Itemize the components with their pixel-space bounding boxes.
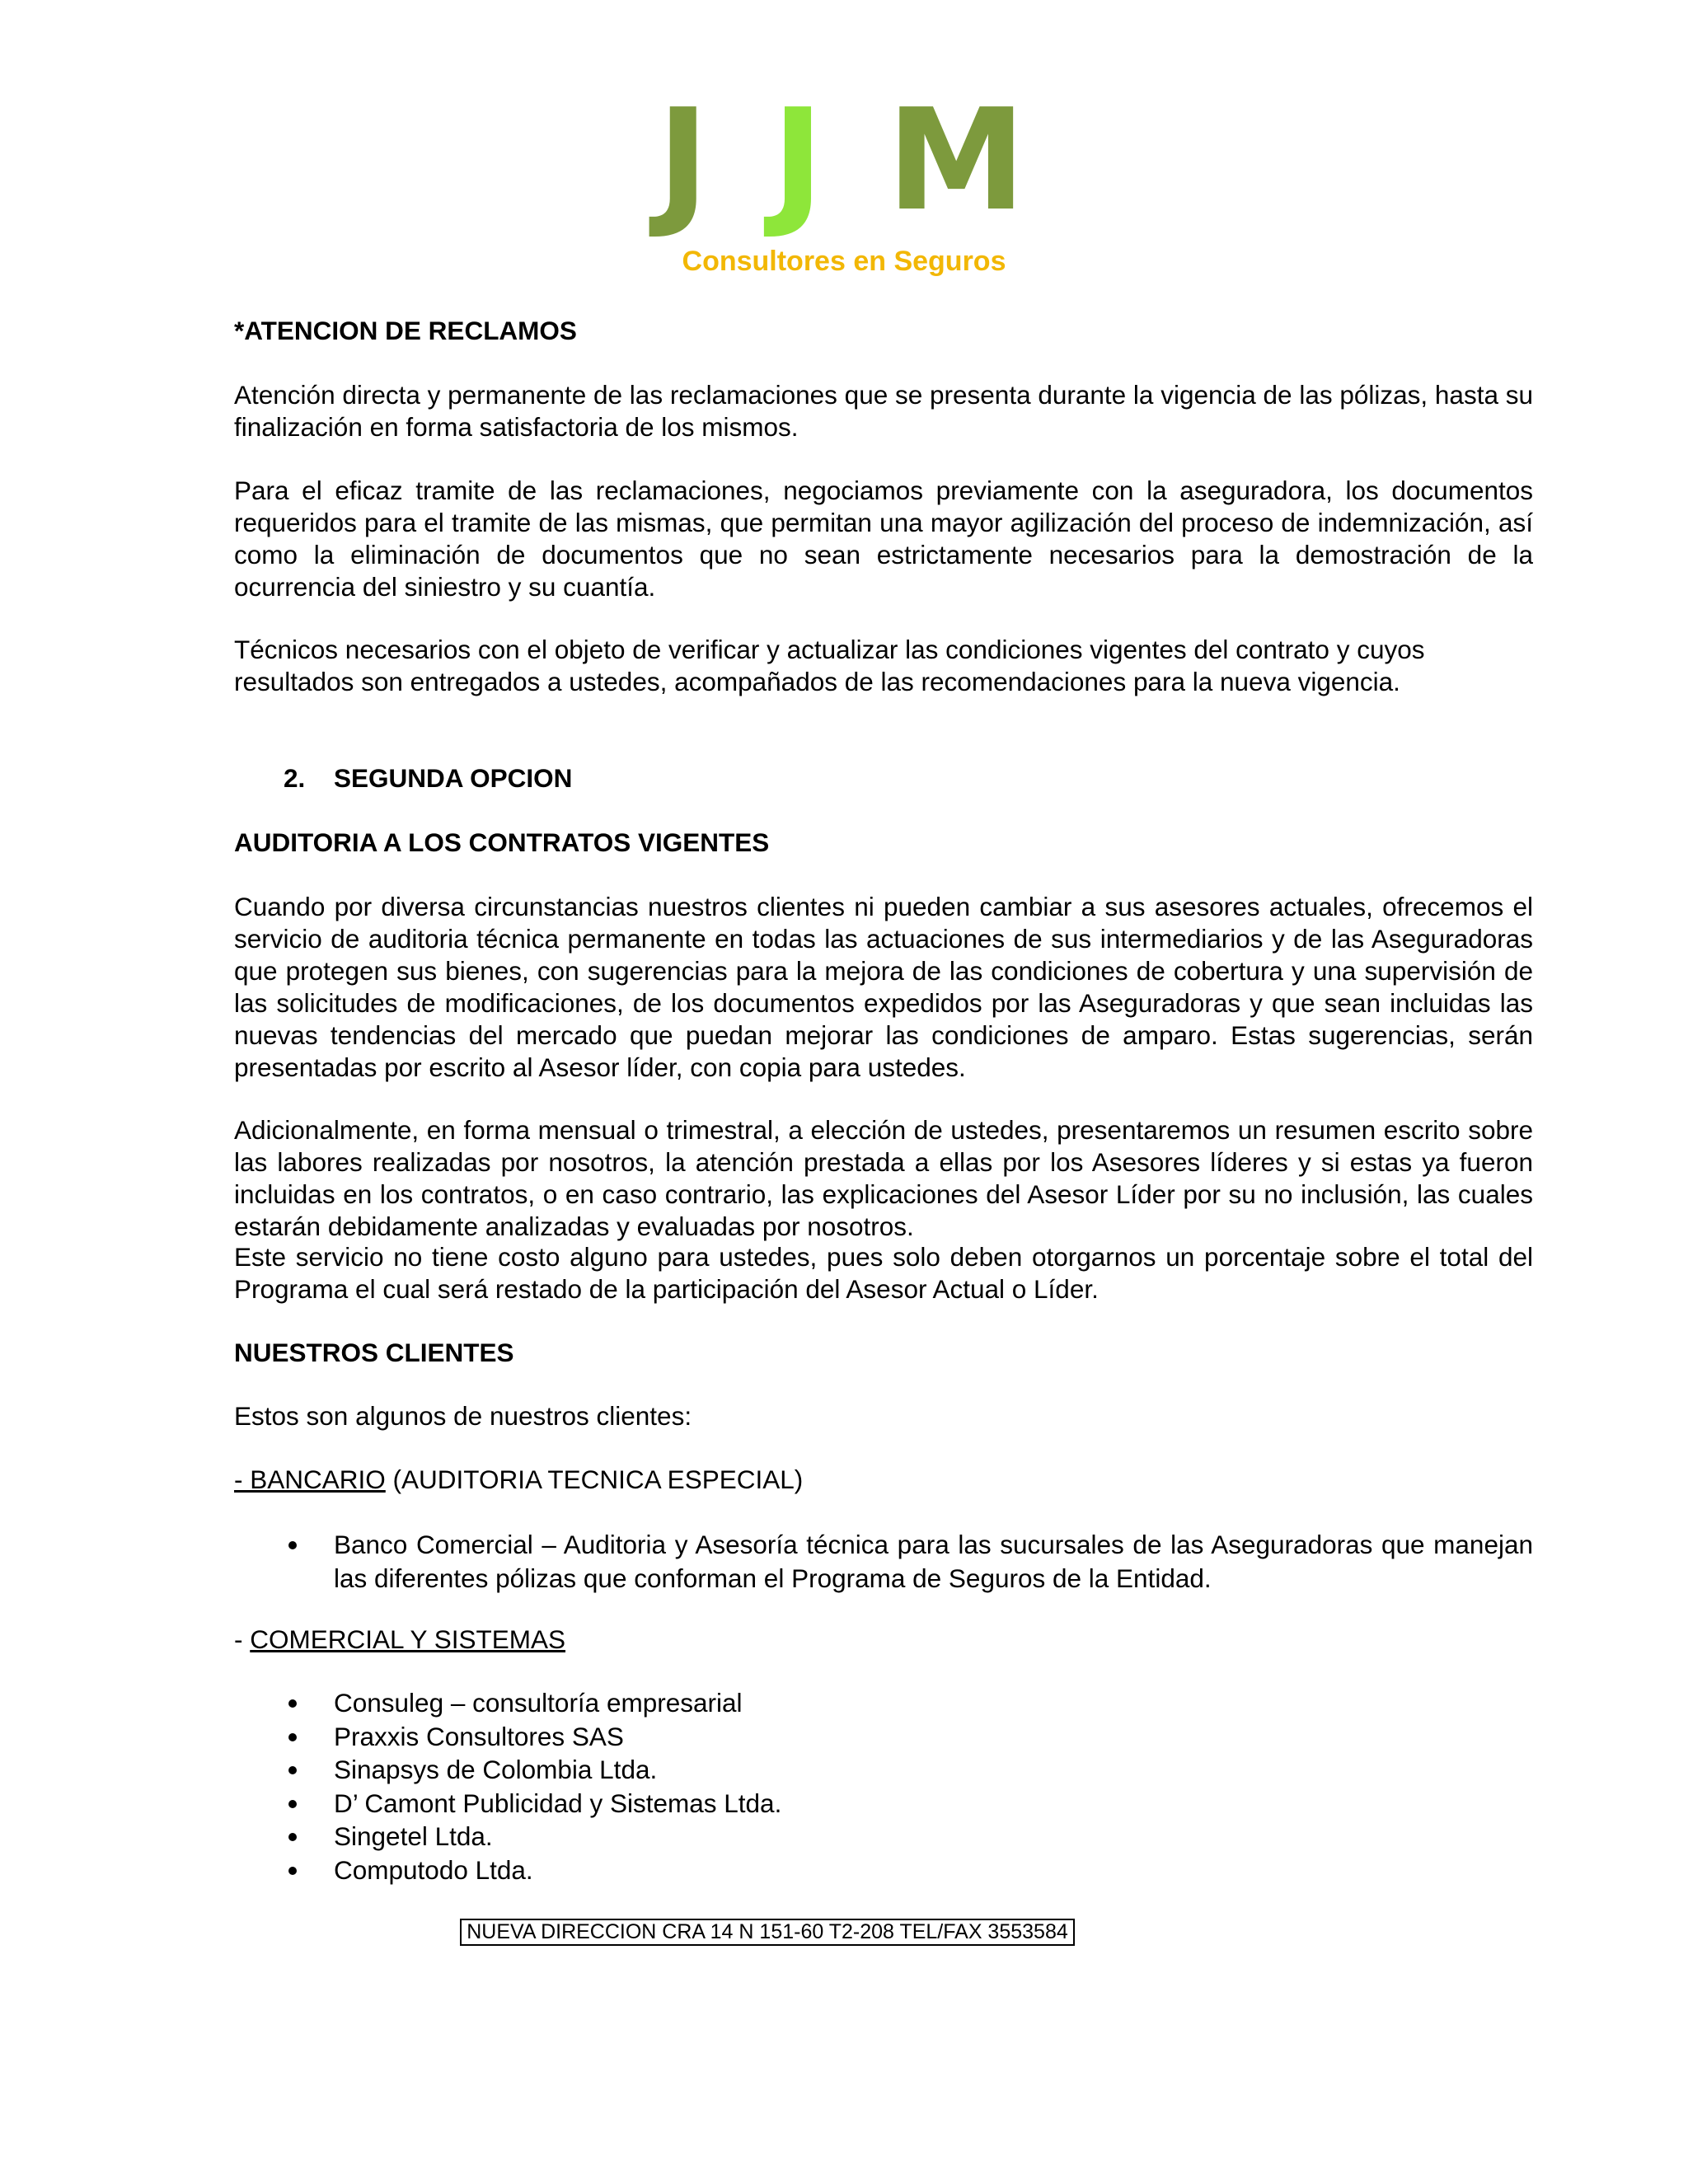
- paragraph-auditoria-1: Cuando por diversa circunstancias nuestros clientes ni pueden cambiar a sus asesores actuales, ofrecemos el servicio de auditoria técnica permanente en todas las actuaciones de sus intermediarios y de las Aseguradoras que protegen sus bienes, con sugerencias para la mejora de las condiciones de cobertura y una supervisión de las solicitudes de modificaciones, de los documentos expedidos por las Aseguradoras y que sean incluidas las nuevas tendencias del mercado que puedan mejorar las condiciones de amparo. Estas sugerencias, serán presentadas por escrito al Asesor líder, con copia para ustedes.: [234, 892, 1533, 1082]
- paragraph-reclamos-1: Atención directa y permanente de las reclamaciones que se presenta durante la vigencia de las pólizas, hasta su finalización en forma satisfactoria de los mismos.: [234, 380, 1533, 442]
- category-suffix: (AUDITORIA TECNICA ESPECIAL): [385, 1465, 804, 1494]
- bullet-icon: [288, 1800, 297, 1808]
- bancario-client-list: [234, 1528, 1533, 1595]
- bullet-icon: [288, 1541, 297, 1549]
- paragraph-reclamos-3: Técnicos necesarios con el objeto de verificar y actualizar las condiciones vigentes del contrato y cuyos resultados son entregados a ustedes, acompañados de las recomendaciones para la nueva vigencia.: [234, 635, 1425, 696]
- logo-letter-3: M: [886, 79, 1031, 242]
- category-comercial: [234, 1624, 1533, 1656]
- list-item: Banco Comercial – Auditoria y Asesoría técnica para las sucursales de las Aseguradoras que manejan las diferentes pólizas que conforman el Programa de Seguros de la Entidad.: [234, 1528, 1533, 1595]
- list-item: D’ Camont Publicidad y Sistemas Ltda.: [234, 1787, 1533, 1821]
- bullet-icon: [288, 1766, 297, 1774]
- bullet-icon: [288, 1699, 297, 1708]
- heading-text: SEGUNDA OPCION: [334, 763, 573, 793]
- section-heading-auditoria: AUDITORIA A LOS CONTRATOS VIGENTES: [234, 827, 770, 857]
- category-title: COMERCIAL Y SISTEMAS: [250, 1624, 566, 1654]
- section-heading-reclamos: *ATENCION DE RECLAMOS: [234, 316, 577, 345]
- bullet-icon: [288, 1733, 297, 1741]
- list-item: Sinapsys de Colombia Ltda.: [234, 1753, 1533, 1787]
- paragraph-reclamos-2: Para el eficaz tramite de las reclamaciones, negociamos previamente con la aseguradora, los documentos requeridos para el tramite de las mismas, que permitan una mayor agilización del proceso de indemnización, así como la eliminación de documentos que no sean estrictamente necesarios para la demostración de la ocurrencia del siniestro y su cuantía.: [234, 476, 1533, 602]
- list-item: Computodo Ltda.: [234, 1854, 1533, 1887]
- bullet-icon: [288, 1867, 297, 1875]
- logo-letter-1: J: [657, 79, 715, 242]
- list-item: Singetel Ltda.: [234, 1820, 1533, 1854]
- clientes-intro: Estos son algunos de nuestros clientes:: [234, 1401, 692, 1431]
- heading-number: 2.: [284, 763, 306, 793]
- list-item: Praxxis Consultores SAS: [234, 1720, 1533, 1754]
- footer-address-box: NUEVA DIRECCION CRA 14 N 151-60 T2-208 TEL/FAX 3553584: [460, 1919, 1075, 1946]
- paragraph-auditoria-3: Este servicio no tiene costo alguno para ustedes, pues solo deben otorgarnos un porcentaje sobre el total del Programa el cual será restado de la participación del Asesor Actual o Líder.: [234, 1242, 1533, 1304]
- company-tagline: Consultores en Seguros: [682, 246, 1006, 277]
- company-logo: [0, 79, 1688, 242]
- section-heading-clientes: NUESTROS CLIENTES: [234, 1338, 514, 1367]
- list-item: Consuleg – consultoría empresarial: [234, 1686, 1533, 1720]
- category-title: - BANCARIO: [234, 1465, 386, 1494]
- bullet-icon: [288, 1833, 297, 1841]
- comercial-client-list: [234, 1686, 1533, 1886]
- category-prefix: -: [234, 1624, 251, 1654]
- category-bancario: [234, 1464, 1533, 1496]
- paragraph-auditoria-2: Adicionalmente, en forma mensual o trimestral, a elección de ustedes, presentaremos un resumen escrito sobre las labores realizadas por nosotros, la atención prestada a ellas por los Asesores líderes y si estas ya fueron incluidas en los contratos, o en caso contrario, las explicaciones del Asesor Líder por su no inclusión, las cuales estarán debidamente analizadas y evaluadas por nosotros.: [234, 1115, 1533, 1241]
- logo-letter-2: J: [771, 79, 829, 242]
